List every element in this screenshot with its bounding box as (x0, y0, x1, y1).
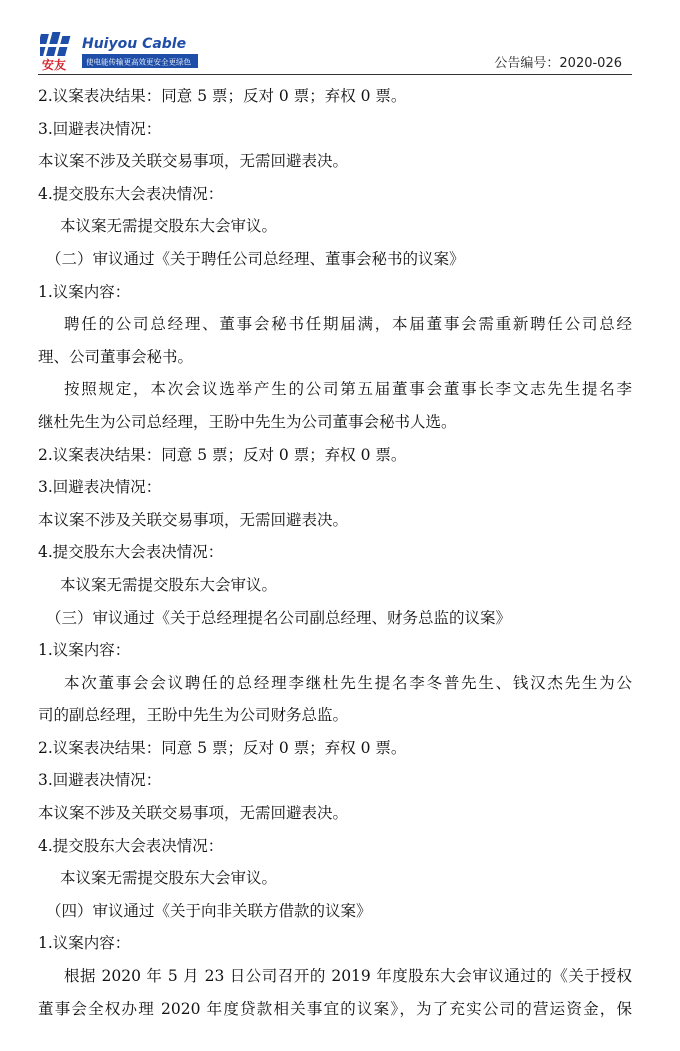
logo-slogan-text: 使电能传输更高效更安全更绿色 (86, 57, 191, 67)
logo-mark-icon (40, 32, 76, 56)
text-line: 3.回避表决情况： (38, 119, 162, 138)
text-line: 1.议案内容： (38, 641, 131, 660)
text-line: 本议案不涉及关联交易事项，无需回避表决。 (38, 152, 349, 171)
text-line: 本议案无需提交股东大会审议。 (60, 575, 278, 594)
text-line: 继杜先生为公司总经理，王盼中先生为公司董事会秘书人选。 (38, 412, 457, 431)
text-line: 1.议案内容： (38, 934, 131, 953)
text-line: 按照规定，本次会议选举产生的公司第五届董事会董事长李文志先生提名李 (64, 380, 632, 399)
page-header (0, 0, 680, 78)
text-line: 本次董事会会议聘任的总经理李继杜先生提名李冬普先生、钱汉杰先生为公 (64, 673, 632, 692)
text-line: 1.议案内容： (38, 282, 131, 301)
text-line: 4.提交股东大会表决情况： (38, 184, 224, 203)
text-line: 本议案无需提交股东大会审议。 (60, 869, 278, 888)
text-line: 2.议案表决结果：同意 5 票；反对 0 票；弃权 0 票。 (38, 445, 407, 464)
header-divider (38, 74, 632, 75)
announcement-number: 公告编号：2020-026 (494, 56, 622, 71)
text-line: 4.提交股东大会表决情况： (38, 543, 224, 562)
text-line: 聘任的公司总经理、董事会秘书任期届满，本届董事会需重新聘任公司总经 (64, 315, 632, 334)
text-line: （三）审议通过《关于总经理提名公司副总经理、财务总监的议案》 (46, 608, 512, 627)
text-line: 根据 2020 年 5 月 23 日公司召开的 2019 年度股东大会审议通过的《关于授权 (64, 967, 632, 986)
text-line: （二）审议通过《关于聘任公司总经理、董事会秘书的议案》 (46, 249, 465, 268)
company-logo (40, 30, 200, 72)
text-line: 3.回避表决情况： (38, 771, 162, 790)
text-line: 4.提交股东大会表决情况： (38, 836, 224, 855)
text-line: 理、公司董事会秘书。 (38, 347, 194, 366)
text-line: 2.议案表决结果：同意 5 票；反对 0 票；弃权 0 票。 (38, 738, 407, 757)
text-line: 司的副总经理，王盼中先生为公司财务总监。 (38, 706, 349, 725)
text-line: 本议案不涉及关联交易事项，无需回避表决。 (38, 510, 349, 529)
text-line: 3.回避表决情况： (38, 478, 162, 497)
logo-zh-text: 安友 (42, 58, 67, 72)
text-line: 本议案无需提交股东大会审议。 (60, 217, 278, 236)
document-body (38, 80, 632, 1025)
text-line: （四）审议通过《关于向非关联方借款的议案》 (46, 901, 372, 920)
text-line: 本议案不涉及关联交易事项，无需回避表决。 (38, 804, 349, 823)
text-line: 董事会全权办理 2020 年度贷款相关事宜的议案》，为了充实公司的营运资金，保 (38, 999, 632, 1018)
text-line: 2.议案表决结果：同意 5 票；反对 0 票；弃权 0 票。 (38, 87, 407, 105)
logo-en-text: Huiyou Cable (82, 36, 187, 52)
